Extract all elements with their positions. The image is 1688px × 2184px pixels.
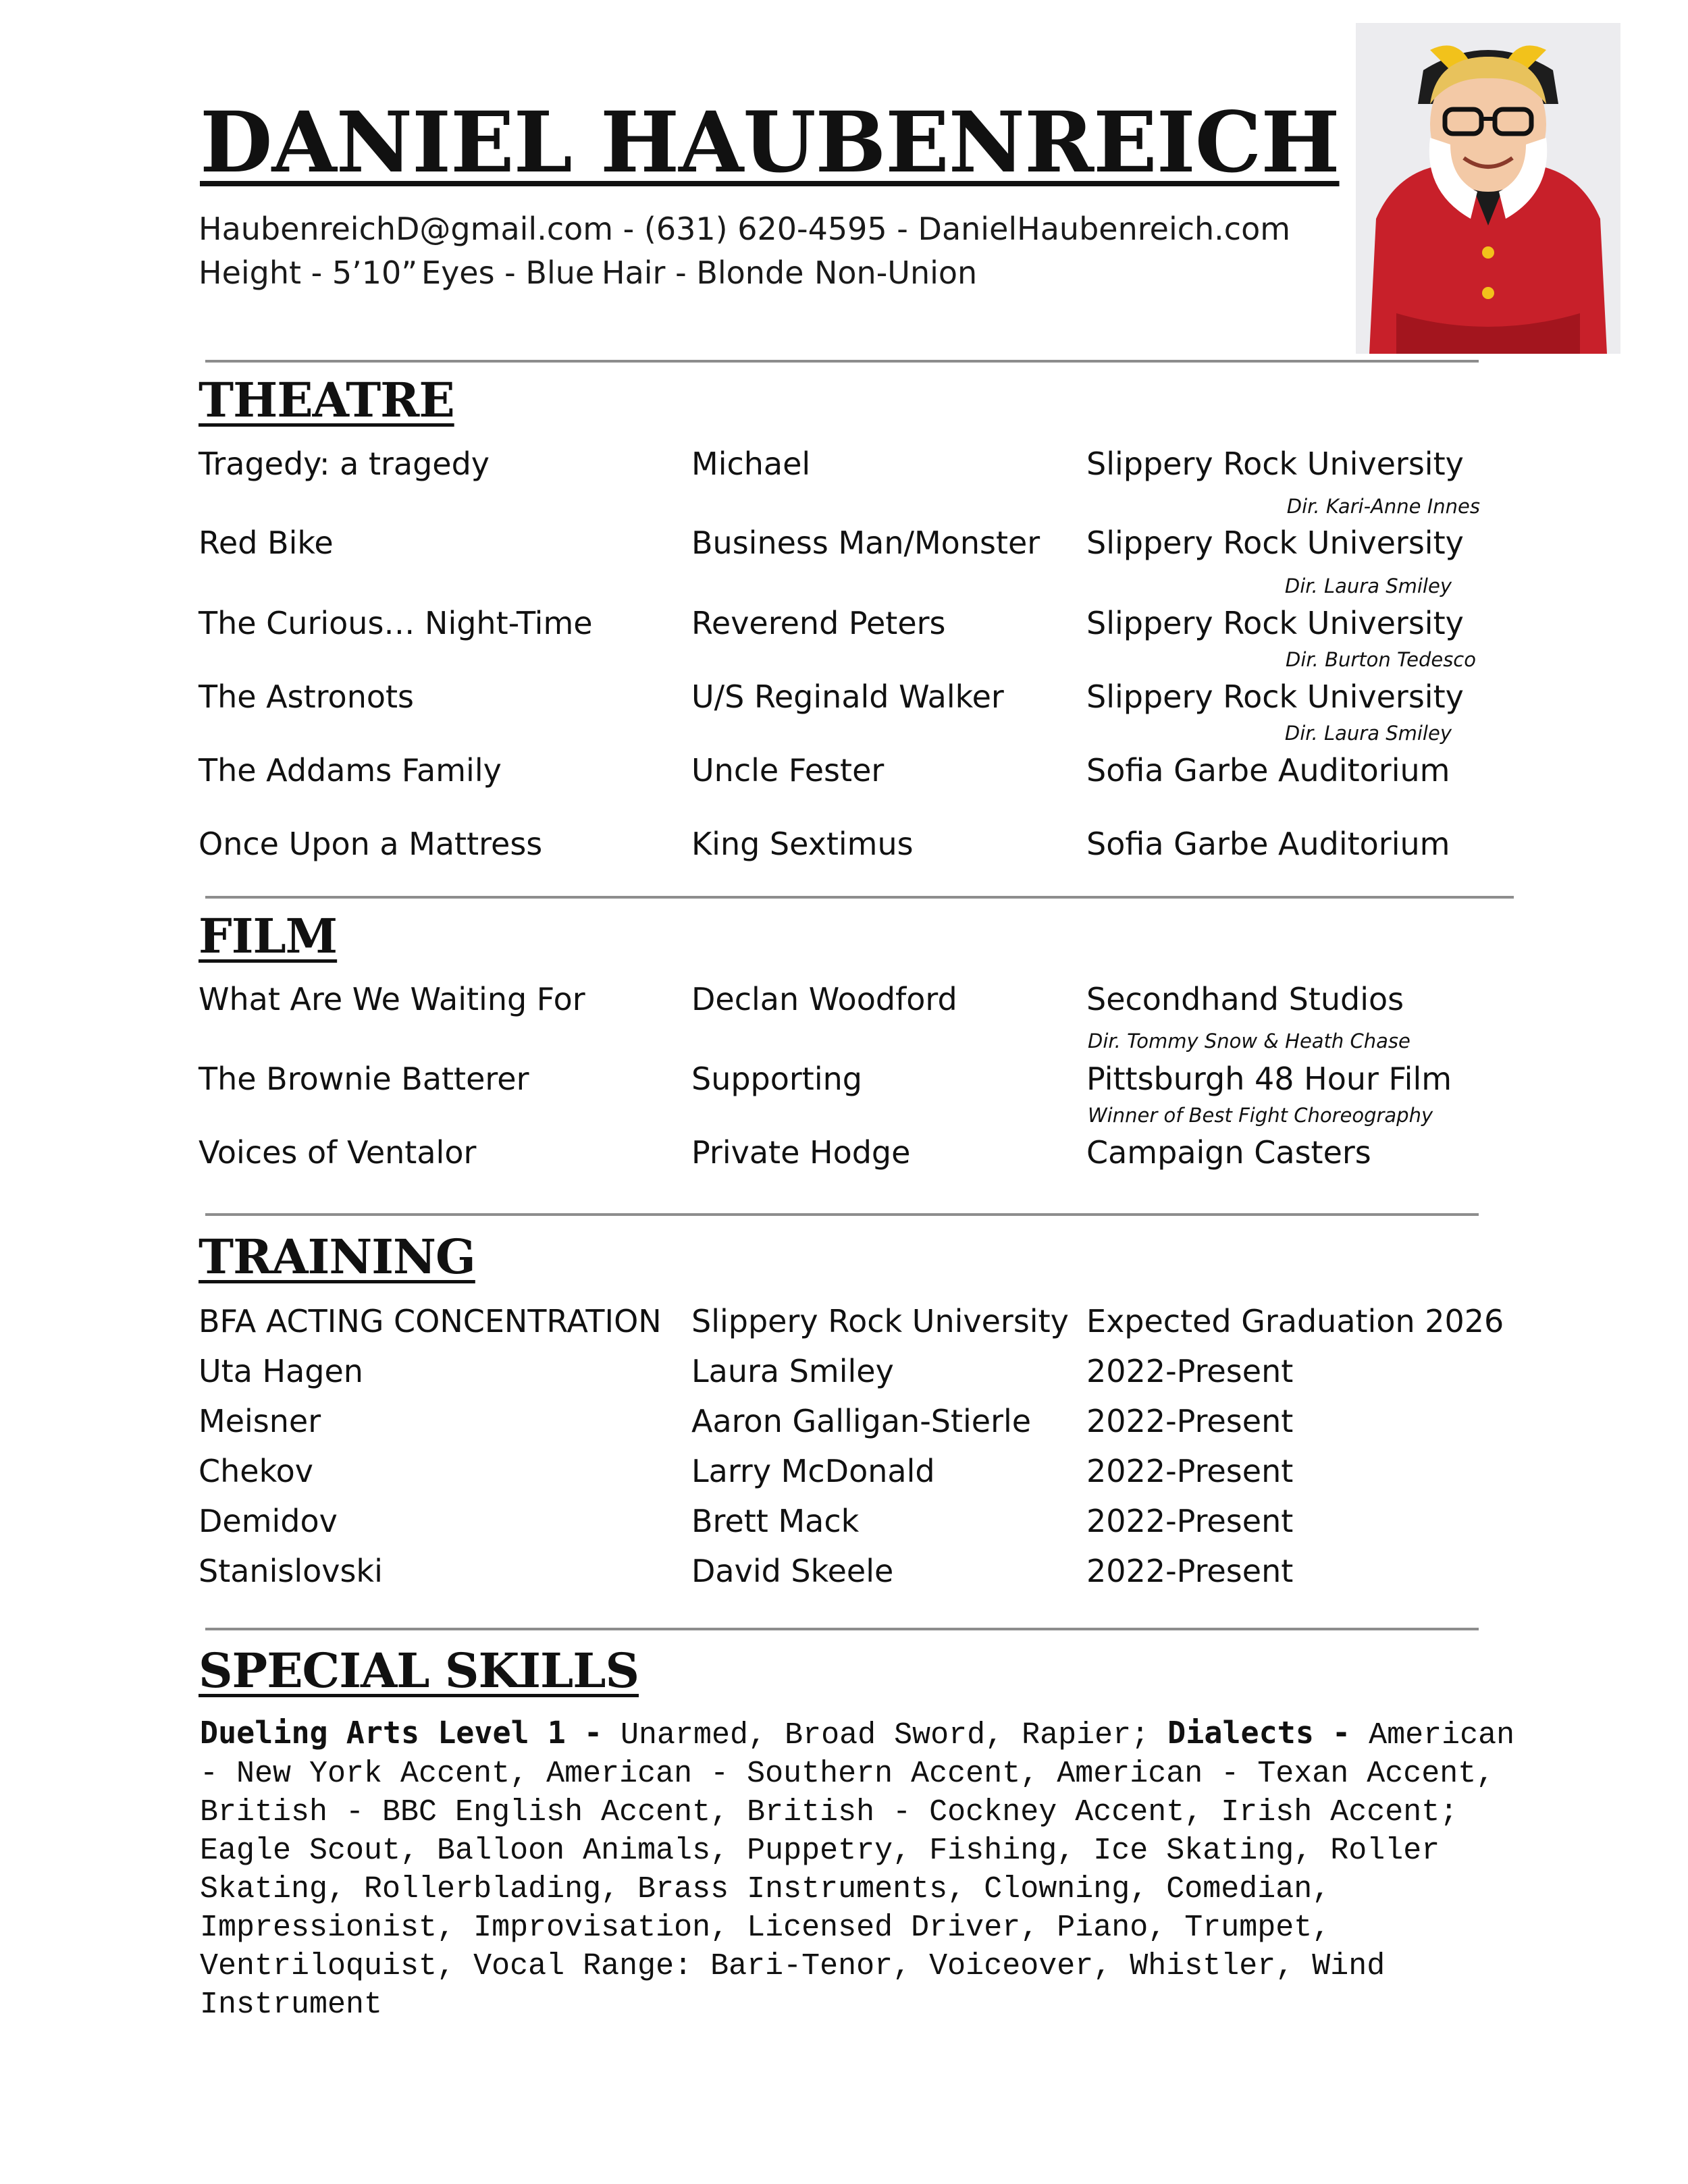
credit-venue: Slippery Rock University bbox=[1086, 605, 1464, 641]
credit-director: Dir. Kari-Anne Innes bbox=[1286, 495, 1480, 518]
credit-title: The Brownie Batterer bbox=[199, 1061, 529, 1097]
section-heading-training: TRAINING bbox=[199, 1229, 475, 1285]
credit-role: U/S Reginald Walker bbox=[691, 678, 1004, 715]
stat-height: Height - 5’10” bbox=[199, 255, 418, 291]
credit-title: Tragedy: a tragedy bbox=[199, 446, 490, 482]
divider-training bbox=[205, 1628, 1479, 1630]
training-teacher: Slippery Rock University bbox=[691, 1303, 1069, 1339]
credit-director: Dir. Tommy Snow & Heath Chase bbox=[1088, 1030, 1410, 1053]
credit-venue: Secondhand Studios bbox=[1086, 981, 1404, 1017]
headshot-illustration bbox=[1356, 23, 1620, 354]
divider-film bbox=[205, 1213, 1479, 1216]
section-heading-skills: SPECIAL SKILLS bbox=[199, 1643, 639, 1699]
credit-title: Voices of Ventalor bbox=[199, 1134, 477, 1171]
skills-label-dueling: Dueling Arts Level 1 - bbox=[200, 1715, 603, 1751]
credit-award: Winner of Best Fight Choreography bbox=[1088, 1104, 1433, 1127]
skills-text-rest: American - New York Accent, American - Southern Accent, American - Texan Accent, British - BBC English Accent, British - Cockney Accent, Irish Accent; Eagle Scout, Balloon Animals, Puppetry, Fishing, Ice Skating, Roller Skating, Rollerblading, Brass Instruments, Clowning, Comedian, Impressionist, Improvisation, Licensed Driver, Piano, Trumpet, Ventriloquist, Vocal Range: Bari-Tenor, Voiceover, Whistler, Wind Instrument bbox=[200, 1718, 1515, 2022]
credit-director: Dir. Laura Smiley bbox=[1284, 722, 1452, 745]
credit-role: Reverend Peters bbox=[691, 605, 946, 641]
credit-venue: Sofia Garbe Auditorium bbox=[1086, 826, 1450, 862]
contact-line: HaubenreichD@gmail.com - (631) 620-4595 - DanielHaubenreich.com bbox=[199, 211, 1291, 247]
section-heading-film: FILM bbox=[199, 908, 338, 964]
training-teacher: Aaron Galligan-Stierle bbox=[691, 1403, 1032, 1439]
training-program: Uta Hagen bbox=[199, 1353, 363, 1389]
credit-role: Uncle Fester bbox=[691, 752, 885, 789]
credit-role: Business Man/Monster bbox=[691, 525, 1040, 561]
credit-title: The Addams Family bbox=[199, 752, 502, 789]
resume-name: DANIEL HAUBENREICH bbox=[200, 94, 1340, 192]
training-teacher: Larry McDonald bbox=[691, 1453, 935, 1489]
headshot-photo bbox=[1356, 23, 1620, 354]
credit-director: Dir. Burton Tedesco bbox=[1285, 648, 1476, 671]
training-teacher: Laura Smiley bbox=[691, 1353, 894, 1389]
credit-title: Once Upon a Mattress bbox=[199, 826, 543, 862]
credit-role: King Sextimus bbox=[691, 826, 914, 862]
training-program: BFA ACTING CONCENTRATION bbox=[199, 1303, 662, 1339]
training-program: Meisner bbox=[199, 1403, 321, 1439]
skills-label-dialects: Dialects - bbox=[1167, 1715, 1351, 1751]
credit-director: Dir. Laura Smiley bbox=[1284, 575, 1452, 597]
skills-paragraph bbox=[200, 1713, 1516, 2024]
credit-venue: Pittsburgh 48 Hour Film bbox=[1086, 1061, 1452, 1097]
credit-venue: Campaign Casters bbox=[1086, 1134, 1371, 1171]
training-program: Stanislovski bbox=[199, 1553, 383, 1589]
training-dates: 2022-Present bbox=[1086, 1353, 1294, 1389]
credit-role: Supporting bbox=[691, 1061, 862, 1097]
credit-title: What Are We Waiting For bbox=[199, 981, 585, 1017]
credit-venue: Slippery Rock University bbox=[1086, 446, 1464, 482]
credit-title: The Astronots bbox=[199, 678, 414, 715]
training-teacher: Brett Mack bbox=[691, 1503, 860, 1539]
divider-header bbox=[205, 360, 1479, 363]
credit-role: Declan Woodford bbox=[691, 981, 957, 1017]
skills-text-dueling: Unarmed, Broad Sword, Rapier; bbox=[602, 1718, 1168, 1753]
training-dates: 2022-Present bbox=[1086, 1403, 1294, 1439]
training-program: Demidov bbox=[199, 1503, 338, 1539]
training-dates: 2022-Present bbox=[1086, 1553, 1294, 1589]
credit-title: The Curious… Night-Time bbox=[199, 605, 593, 641]
training-program: Chekov bbox=[199, 1453, 313, 1489]
training-dates: Expected Graduation 2026 bbox=[1086, 1303, 1504, 1339]
credit-role: Private Hodge bbox=[691, 1134, 911, 1171]
stat-hair: Hair - Blonde bbox=[602, 255, 804, 291]
stat-eyes: Eyes - Blue bbox=[421, 255, 595, 291]
credit-role: Michael bbox=[691, 446, 811, 482]
training-teacher: David Skeele bbox=[691, 1553, 894, 1589]
training-dates: 2022-Present bbox=[1086, 1503, 1294, 1539]
credit-venue: Slippery Rock University bbox=[1086, 525, 1464, 561]
credit-title: Red Bike bbox=[199, 525, 334, 561]
stat-union: Non-Union bbox=[814, 255, 978, 291]
training-dates: 2022-Present bbox=[1086, 1453, 1294, 1489]
credit-venue: Sofia Garbe Auditorium bbox=[1086, 752, 1450, 789]
section-heading-theatre: THEATRE bbox=[199, 372, 454, 428]
credit-venue: Slippery Rock University bbox=[1086, 678, 1464, 715]
divider-theatre bbox=[205, 896, 1514, 899]
